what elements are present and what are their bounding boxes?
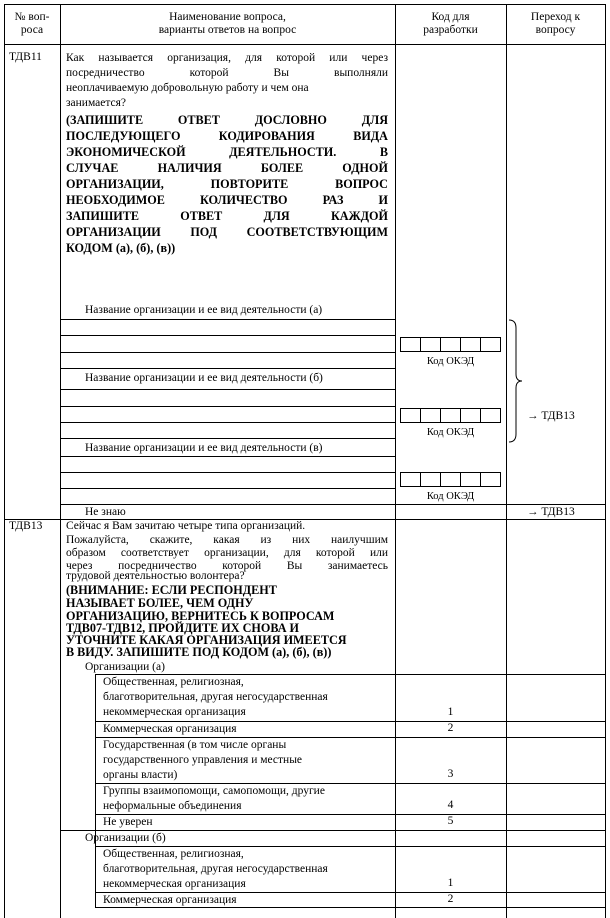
okved-code-box-b[interactable]: [400, 408, 501, 423]
answer-line[interactable]: [60, 352, 396, 353]
question-text: Пожалуйста, скажите, какая из них наилучшим: [66, 534, 388, 546]
table-border-left: [4, 4, 5, 918]
group-a-label: Организации (а): [85, 661, 165, 673]
goto-label: → ТДВ13: [527, 506, 575, 518]
column-divider-3: [506, 4, 507, 918]
org-c-label: Название организации и ее вид деятельности (в): [85, 442, 323, 454]
option-code: 5: [447, 815, 454, 827]
question-text: образом соответствует организации, для которой или: [66, 547, 388, 559]
group-b-label: Организации (б): [85, 832, 166, 844]
header-code: Код для разработки: [423, 11, 478, 36]
question-text: Сейчас я Вам зачитаю четыре типа организаций.: [66, 520, 306, 532]
okved-label: Код ОКЭД: [426, 491, 475, 502]
options-inner-border: [95, 674, 96, 907]
question-text: посредничество которой Вы выполняли: [66, 67, 388, 79]
okved-label: Код ОКЭД: [426, 427, 475, 438]
org-b-label: Название организации и ее вид деятельности (б): [85, 372, 323, 384]
answer-line[interactable]: [60, 472, 396, 473]
question-text: через посредничество которой Вы занимаетесь: [66, 560, 388, 572]
answer-line[interactable]: [60, 488, 396, 489]
option-code: 1: [447, 706, 454, 718]
option-code: 3: [447, 768, 454, 780]
questionnaire-page: № воп- роса Наименование вопроса, варианты ответов на вопрос Код для разработки Переход к вопросу ТДВ11 Как называется организация, для которой или через посредничество которой Вы выполняли неоплачиваемую добровольную работу и чем она занимается? (ЗАПИШИТЕ ОТВЕТ ДОСЛОВНО ДЛЯ ПОСЛЕДУЮЩЕГО КОДИРОВАНИЯ ВИДА ЭКОНОМИЧЕСКОЙ ДЕЯТЕЛЬНОСТИ. В СЛУЧАЕ НАЛИЧИЯ БОЛЕЕ ОДНОЙ ОРГАНИЗАЦИИ, ПОВТОРИТЕ ВОПРОС НЕОБХОДИМОЕ КОЛИЧЕСТВО РАЗ И ЗАПИШИТЕ ОТВЕТ ДЛЯ КАЖДОЙ ОРГАНИЗАЦИИ ПОД СООТВЕТСТВУЮЩИМ КОДОМ (а), (б), (в)) Название организации и ее вид деятельности (а) Код ОКЭД Название организации и ее вид деятельности (б) Код ОКЭД Название организации и ее вид деятельности (в) Код ОКЭД → ТДВ13 Не знаю → ТДВ13 ТДВ13 Сейчас я Вам зачитаю четыре типа организаций. Пожалуйста, скажите, какая из них наилучшим образом соответствует организации, для которой или через посредничество которой Вы занимаетесь трудовой деятельностью волонтера? (ВНИМАНИЕ: ЕСЛИ РЕСПОНДЕНТ НАЗЫВАЕТ БОЛЕЕ, ЧЕМ ОДНУ ОРГАНИЗАЦИЮ, ВЕРНИТЕСЬ К ВОПРОСАМ ТДВ07-ТДВ12, ПРОЙДИТЕ ИХ СНОВА И УТОЧНИТЕ КАКАЯ ОРГАНИЗАЦИЯ ИМЕЕТСЯ В ВИДУ. ЗАПИШИТЕ ПОД КОДОМ (а), (б), (в)) Организации (а) Общественная, религиозная, благотворительная, другая негосударственная некоммерческая организация 1 Коммерческая организация 2 Государственная (в том числе органы государственного управления и местные органы власти) 3 Группы взаимопомощи, самопомощи, другие неформальные объединения 4 Не уверен 5 Организации (б) Общественная, религиозная, благотворительная, другая негосударственная некоммерческая организация 1 Коммерческая организация 2: [0, 0, 610, 918]
question-id: ТДВ13: [9, 520, 43, 532]
option-code: 2: [447, 722, 454, 734]
right-brace: [506, 318, 526, 444]
header-question-number: № воп- роса: [14, 11, 50, 36]
question-text: Как называется организация, для которой или через: [66, 52, 388, 64]
okved-label: Код ОКЭД: [426, 356, 475, 367]
answer-line[interactable]: [60, 406, 396, 407]
okved-code-box-c[interactable]: [400, 472, 501, 487]
org-a-label: Название организации и ее вид деятельности (а): [85, 304, 323, 316]
header-goto: Переход к вопросу: [530, 11, 581, 36]
column-divider-1: [60, 4, 61, 918]
answer-line[interactable]: [60, 335, 396, 336]
option-code: 4: [447, 799, 454, 811]
dont-know-option[interactable]: Не знаю: [85, 506, 126, 518]
question-text: занимается?: [66, 97, 127, 109]
goto-label: → ТДВ13: [527, 410, 575, 422]
question-id: ТДВ11: [9, 51, 42, 63]
header-question-name: Наименование вопроса, варианты ответов на вопрос: [158, 11, 297, 36]
question-text: трудовой деятельностью волонтера?: [66, 570, 245, 582]
answer-line[interactable]: [60, 422, 396, 423]
okved-code-box-a[interactable]: [400, 337, 501, 352]
option-code: 1: [447, 877, 454, 889]
option-code: 2: [447, 893, 454, 905]
question-text: неоплачиваемую добровольную работу и чем она: [66, 82, 309, 94]
table-border-right: [605, 4, 606, 918]
